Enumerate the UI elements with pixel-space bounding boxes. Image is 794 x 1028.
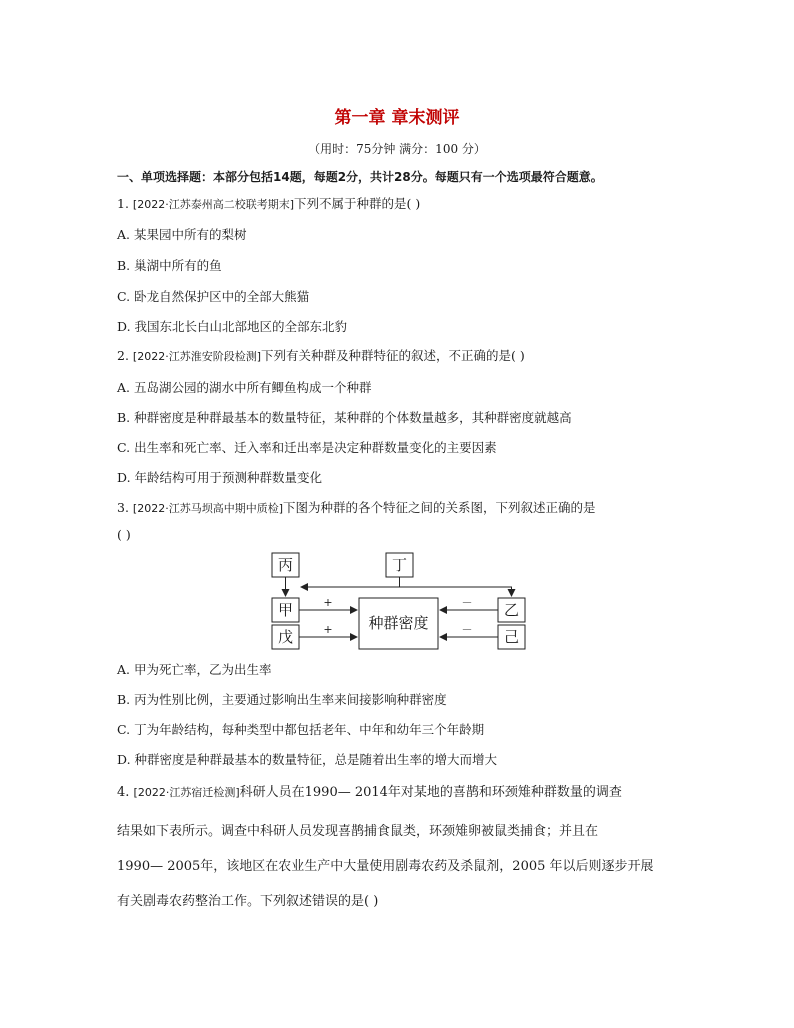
question-4 — [117, 781, 622, 800]
label-bing: 丙 — [277, 556, 294, 574]
question-number: 4. — [117, 785, 130, 800]
question-source: [2022·江苏泰州高二校联考期末] — [132, 198, 294, 211]
q2-option-a: A. 五岛湖公园的湖水中所有鲫鱼构成一个种群 — [117, 380, 372, 395]
label-ding: 丁 — [391, 556, 408, 574]
sign-jia: + — [323, 596, 333, 609]
q1-option-c: C. 卧龙自然保护区中的全部大熊猫 — [117, 289, 310, 304]
arrow-ding-to-yi — [400, 577, 512, 596]
question-4-line-3: 1990— 2005年，该地区在农业生产中大量使用剧毒农药及杀鼠剂，2005 年以后则逐步开展 — [117, 859, 654, 874]
q2-option-c: C. 出生率和死亡率、迁入率和迁出率是决定种群数量变化的主要因素 — [117, 440, 497, 455]
q3-option-b: B. 丙为性别比例，主要通过影响出生率来间接影响种群密度 — [117, 692, 447, 707]
question-stem: 科研人员在1990— 2014年对某地的喜鹊和环颈雉种群数量的调查 — [239, 785, 622, 800]
question-3-stem-cont: ( ) — [117, 527, 131, 542]
sign-yi: － — [461, 596, 473, 609]
q2-option-d: D. 年龄结构可用于预测种群数量变化 — [117, 470, 323, 485]
q1-option-a: A. 某果园中所有的梨树 — [117, 227, 247, 242]
q1-option-b: B. 巢湖中所有的鱼 — [117, 258, 222, 273]
question-stem: 下列有关种群及种群特征的叙述，不正确的是( ) — [261, 348, 525, 363]
question-source: [2022·江苏宿迁检测] — [133, 786, 240, 799]
page-subtitle: （用时：75分钟 满分：100 分） — [308, 142, 486, 156]
label-yi: 乙 — [503, 601, 520, 619]
question-4-line-4: 有关剧毒农药整治工作。下列叙述错误的是( ) — [117, 894, 379, 909]
question-number: 1. — [117, 196, 129, 211]
q3-option-a: A. 甲为死亡率，乙为出生率 — [117, 662, 272, 677]
label-center: 种群密度 — [368, 614, 429, 632]
sign-wu: + — [323, 623, 333, 636]
q1-option-d: D. 我国东北长白山北部地区的全部东北豹 — [117, 319, 348, 334]
question-source: [2022·江苏淮安阶段检测] — [132, 350, 261, 363]
q3-option-c: C. 丁为年龄结构，每种类型中都包括老年、中年和幼年三个年龄期 — [117, 722, 485, 737]
section-heading: 一、单项选择题：本部分包括14题，每题2分，共计28分。每题只有一个选项最符合题意。 — [117, 170, 603, 184]
label-wu: 戊 — [277, 628, 294, 646]
question-number: 2. — [117, 348, 129, 363]
question-stem: 下列不属于种群的是( ) — [294, 196, 421, 211]
sign-ji: － — [461, 623, 473, 636]
q3-option-d: D. 种群密度是种群最基本的数量特征，总是随着出生率的增大而增大 — [117, 752, 498, 767]
label-ji: 己 — [503, 628, 520, 646]
question-stem: 下图为种群的各个特征之间的关系图，下列叙述正确的是 — [283, 500, 596, 515]
q2-option-b: B. 种群密度是种群最基本的数量特征，某种群的个体数量越多，其种群密度就越高 — [117, 410, 572, 425]
label-jia: 甲 — [277, 601, 294, 619]
question-number: 3. — [117, 500, 129, 515]
question-source: [2022·江苏马坝高中期中质检] — [132, 502, 283, 515]
page-title: 第一章 章末测评 — [334, 108, 460, 128]
question-4-line-2: 结果如下表所示。调查中科研人员发现喜鹊捕食鼠类，环颈雉卵被鼠类捕食；并且在 — [117, 824, 599, 839]
